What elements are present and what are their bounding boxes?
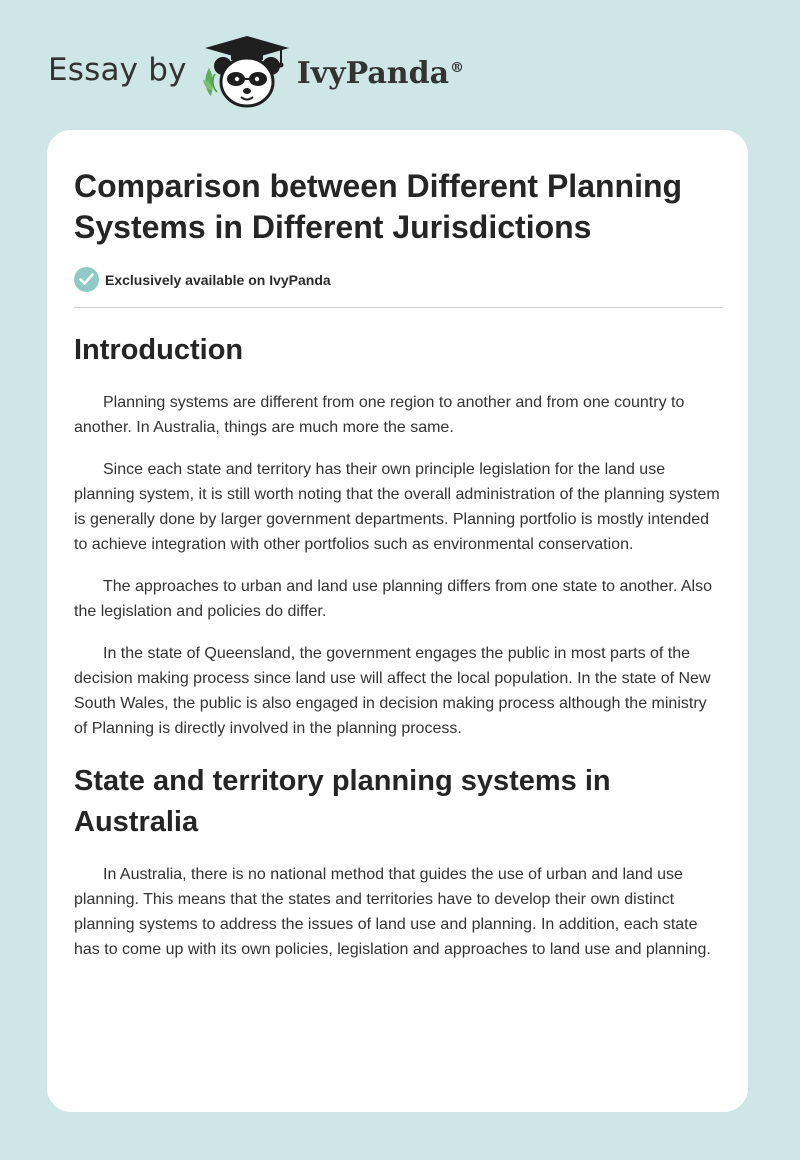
essay-title: Comparison between Different Planning Systems in Different Jurisdictions xyxy=(74,168,683,245)
essay-content xyxy=(74,130,722,962)
brand-name[interactable]: IvyPanda® xyxy=(296,55,465,91)
paragraph: Planning systems are different from one region to another and from one country to another. In Australia, things are much more the same. xyxy=(74,394,685,436)
section-heading-state-planning: State and territory planning systems in Australia xyxy=(74,765,611,838)
exclusive-badge-text: Exclusively available on IvyPanda xyxy=(105,271,331,288)
panda-graduate-icon[interactable] xyxy=(201,34,293,110)
essay-card xyxy=(47,130,748,1112)
paragraph: In the state of Queensland, the government engages the public in most parts of the decision making process since land use will affect the local population. In the state of New South Wales, the public is also engaged in decision making process although the ministry of Planning is directly involved in the planning process. xyxy=(74,645,711,737)
site-header xyxy=(48,34,464,110)
title-divider xyxy=(74,307,723,308)
paragraph: The approaches to urban and land use planning differs from one state to another. Also the legislation and policies do differ. xyxy=(74,578,713,620)
exclusive-badge xyxy=(74,267,722,292)
registered-mark: ® xyxy=(450,59,465,76)
paragraph: Since each state and territory has their own principle legislation for the land use planning system, it is still worth noting that the overall administration of the planning system is generally done by larger government departments. Planning portfolio is mostly intended to achieve integration with other portfolios such as environmental conservation. xyxy=(74,461,720,553)
paragraph: In Australia, there is no national method that guides the use of urban and land use planning. This means that the states and territories have to develop their own distinct planning systems to address the issues of land use and planning. In addition, each state has to come up with its own policies, legislation and approaches to land use and planning. xyxy=(74,866,711,958)
check-icon xyxy=(74,267,99,292)
section-heading-introduction: Introduction xyxy=(74,334,244,366)
essay-by-label: Essay by xyxy=(48,52,187,88)
